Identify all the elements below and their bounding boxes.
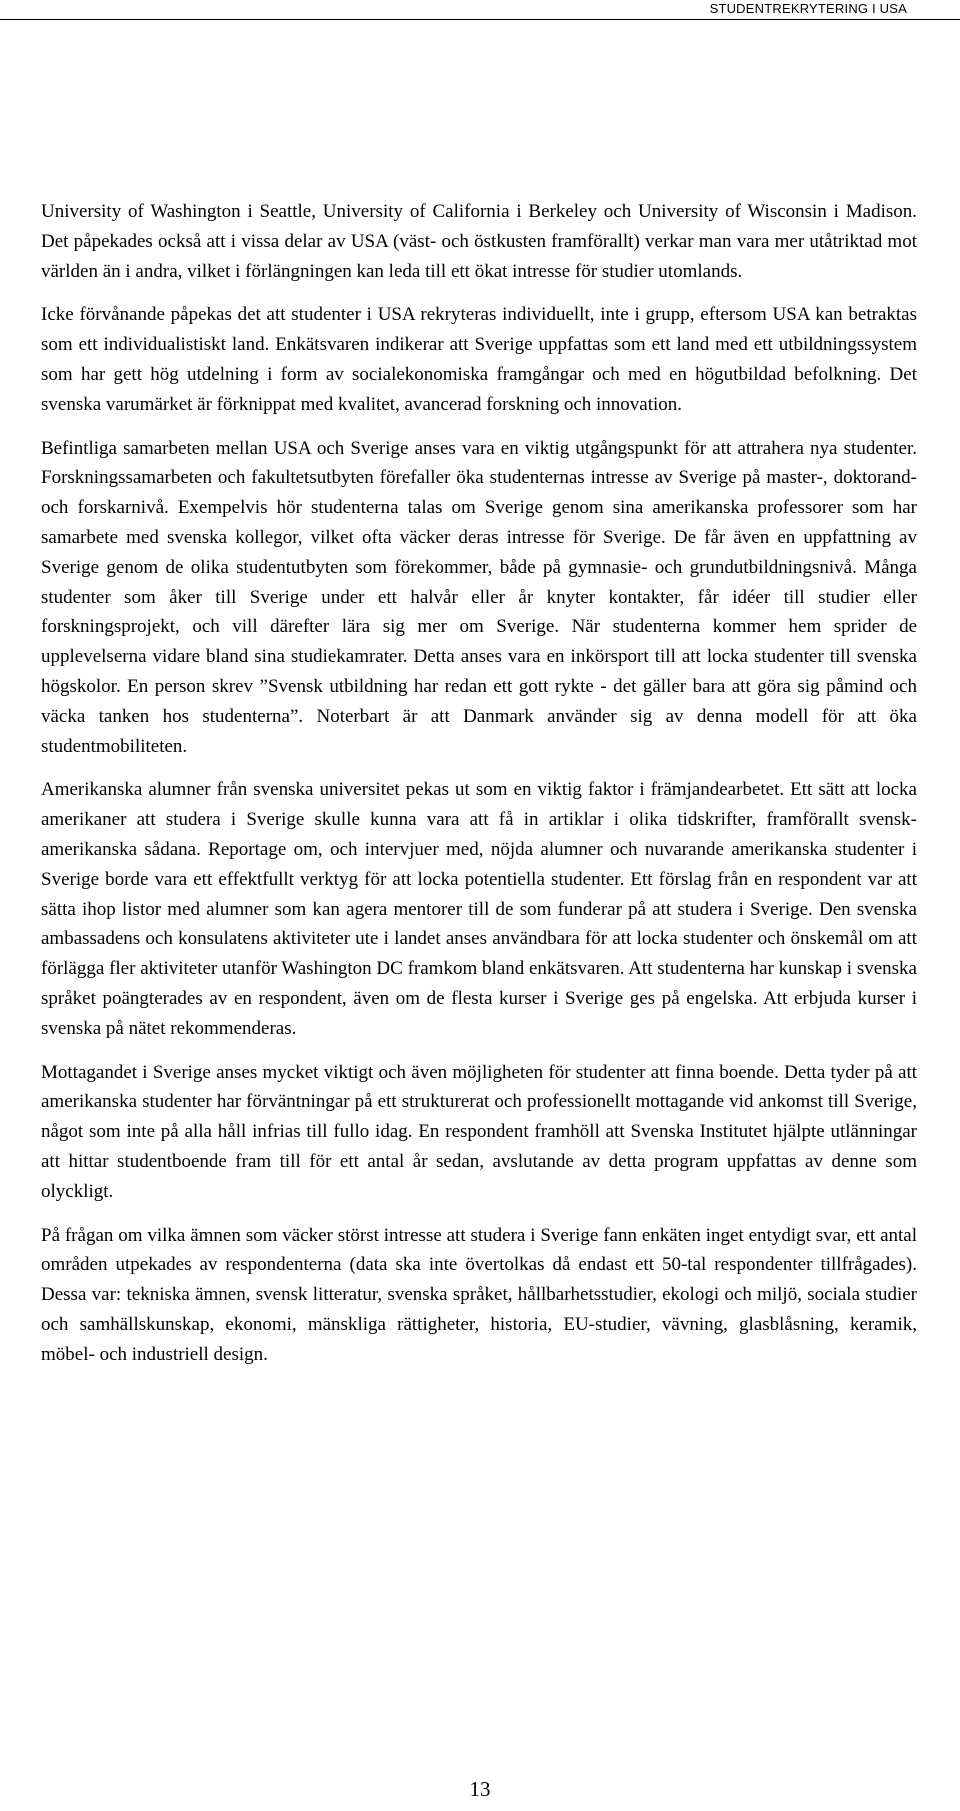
paragraph: Amerikanska alumner från svenska universitet pekas ut som en viktig faktor i främjandearbetet. Ett sätt att locka amerikaner att studera i Sverige skulle kunna vara att få in artiklar i olika tidskrifter, framförallt svensk-amerikanska sådana. Reportage om, och intervjuer med, nöjda alumner och nuvarande amerikanska studenter i Sverige borde vara ett effektfullt verktyg för att locka potentiella studenter. Ett förslag från en respondent var att sätta ihop listor med alumner som kan agera mentorer till de som funderar på att studera i Sverige. Den svenska ambassadens och konsulatens aktiviteter ute i landet anses användbara för att locka studenter och önskemål om att förlägga fler aktiviteter utanför Washington DC framkom bland enkätsvaren. Att studenterna har kunskap i svenska språket poängterades av en respondent, även om de flesta kurser i Sverige ges på engelska. Att erbjuda kurser i svenska på nätet rekommenderas. [41,779,917,1039]
paragraph: Mottagandet i Sverige anses mycket viktigt och även möjligheten för studenter att finna boende. Detta tyder på att amerikanska studenter har förväntningar på ett strukturerat och professionellt mottagande vid ankomst till Sverige, något som inte på alla håll infrias till fullo idag. En respondent framhöll att Svenska Institutet hjälpte utlänningar att hittar studentboende fram till för ett antal år sedan, avslutande av detta program uppfattas av denne som olyckligt. [41,1061,917,1202]
running-header [0,0,960,20]
page-number: 13 [469,1777,491,1801]
paragraph: På frågan om vilka ämnen som väcker störst intresse att studera i Sverige fann enkäten inget entydigt svar, ett antal områden utpekades av respondenterna (data ska inte övertolkas då endast ett 50-tal respondenter tillfrågades). Dessa var: tekniska ämnen, svensk litteratur, svenska språket, hållbarhetsstudier, ekologi och miljö, sociala studier och samhällskunskap, ekonomi, mänskliga rättigheter, historia, EU-studier, vävning, glasblåsning, keramik, möbel- och industriell design. [41,1224,917,1365]
paragraph: University of Washington i Seattle, University of California i Berkeley och University of Wisconsin i Madison. Det påpekades också att i vissa delar av USA (väst- och östkusten framförallt) verkar man vara mer utåtriktad mot världen än i andra, vilket i förlängningen kan leda till ett ökat intresse för studier utomlands. [41,201,917,282]
body-text [41,197,917,1383]
paragraph: Icke förvånande påpekas det att studenter i USA rekryteras individuellt, inte i grupp, eftersom USA kan betraktas som ett individualistiskt land. Enkätsvaren indikerar att Sverige uppfattas som ett land med ett utbildningssystem som har gett hög utdelning i form av socialekonomiska framgångar och med en högutbildad befolkning. Det svenska varumärket är förknippat med kvalitet, avancerad forskning och innovation. [41,304,917,415]
paragraph: Befintliga samarbeten mellan USA och Sverige anses vara en viktig utgångspunkt för att attrahera nya studenter. Forskningssamarbeten och fakultetsutbyten förefaller öka studenternas intresse av Sverige på master-, doktorand- och forskarnivå. Exempelvis hör studenterna talas om Sverige genom sina amerikanska professorer som har samarbete med svenska kollegor, vilket ofta väcker deras intresse för Sverige. De får även en uppfattning av Sverige genom de olika studentutbyten som förekommer, både på gymnasie- och grundutbildningsnivå. Många studenter som åker till Sverige under ett halvår eller år knyter kontakter, får idéer till studier eller forskningsprojekt, och vill därefter lära sig mer om Sverige. När studenterna kommer hem sprider de upplevelserna vidare bland sina studiekamrater. Detta anses vara en inkörsport till att locka studenter till svenska högskolor. En person skrev ”Svensk utbildning har redan ett gott rykte - det gäller bara att göra sig påmind och väcka tanken hos studenterna”. Noterbart är att Danmark använder sig av denna modell för att öka studentmobiliteten. [41,437,917,757]
running-header-title: STUDENTREKRYTERING I USA [709,1,907,16]
